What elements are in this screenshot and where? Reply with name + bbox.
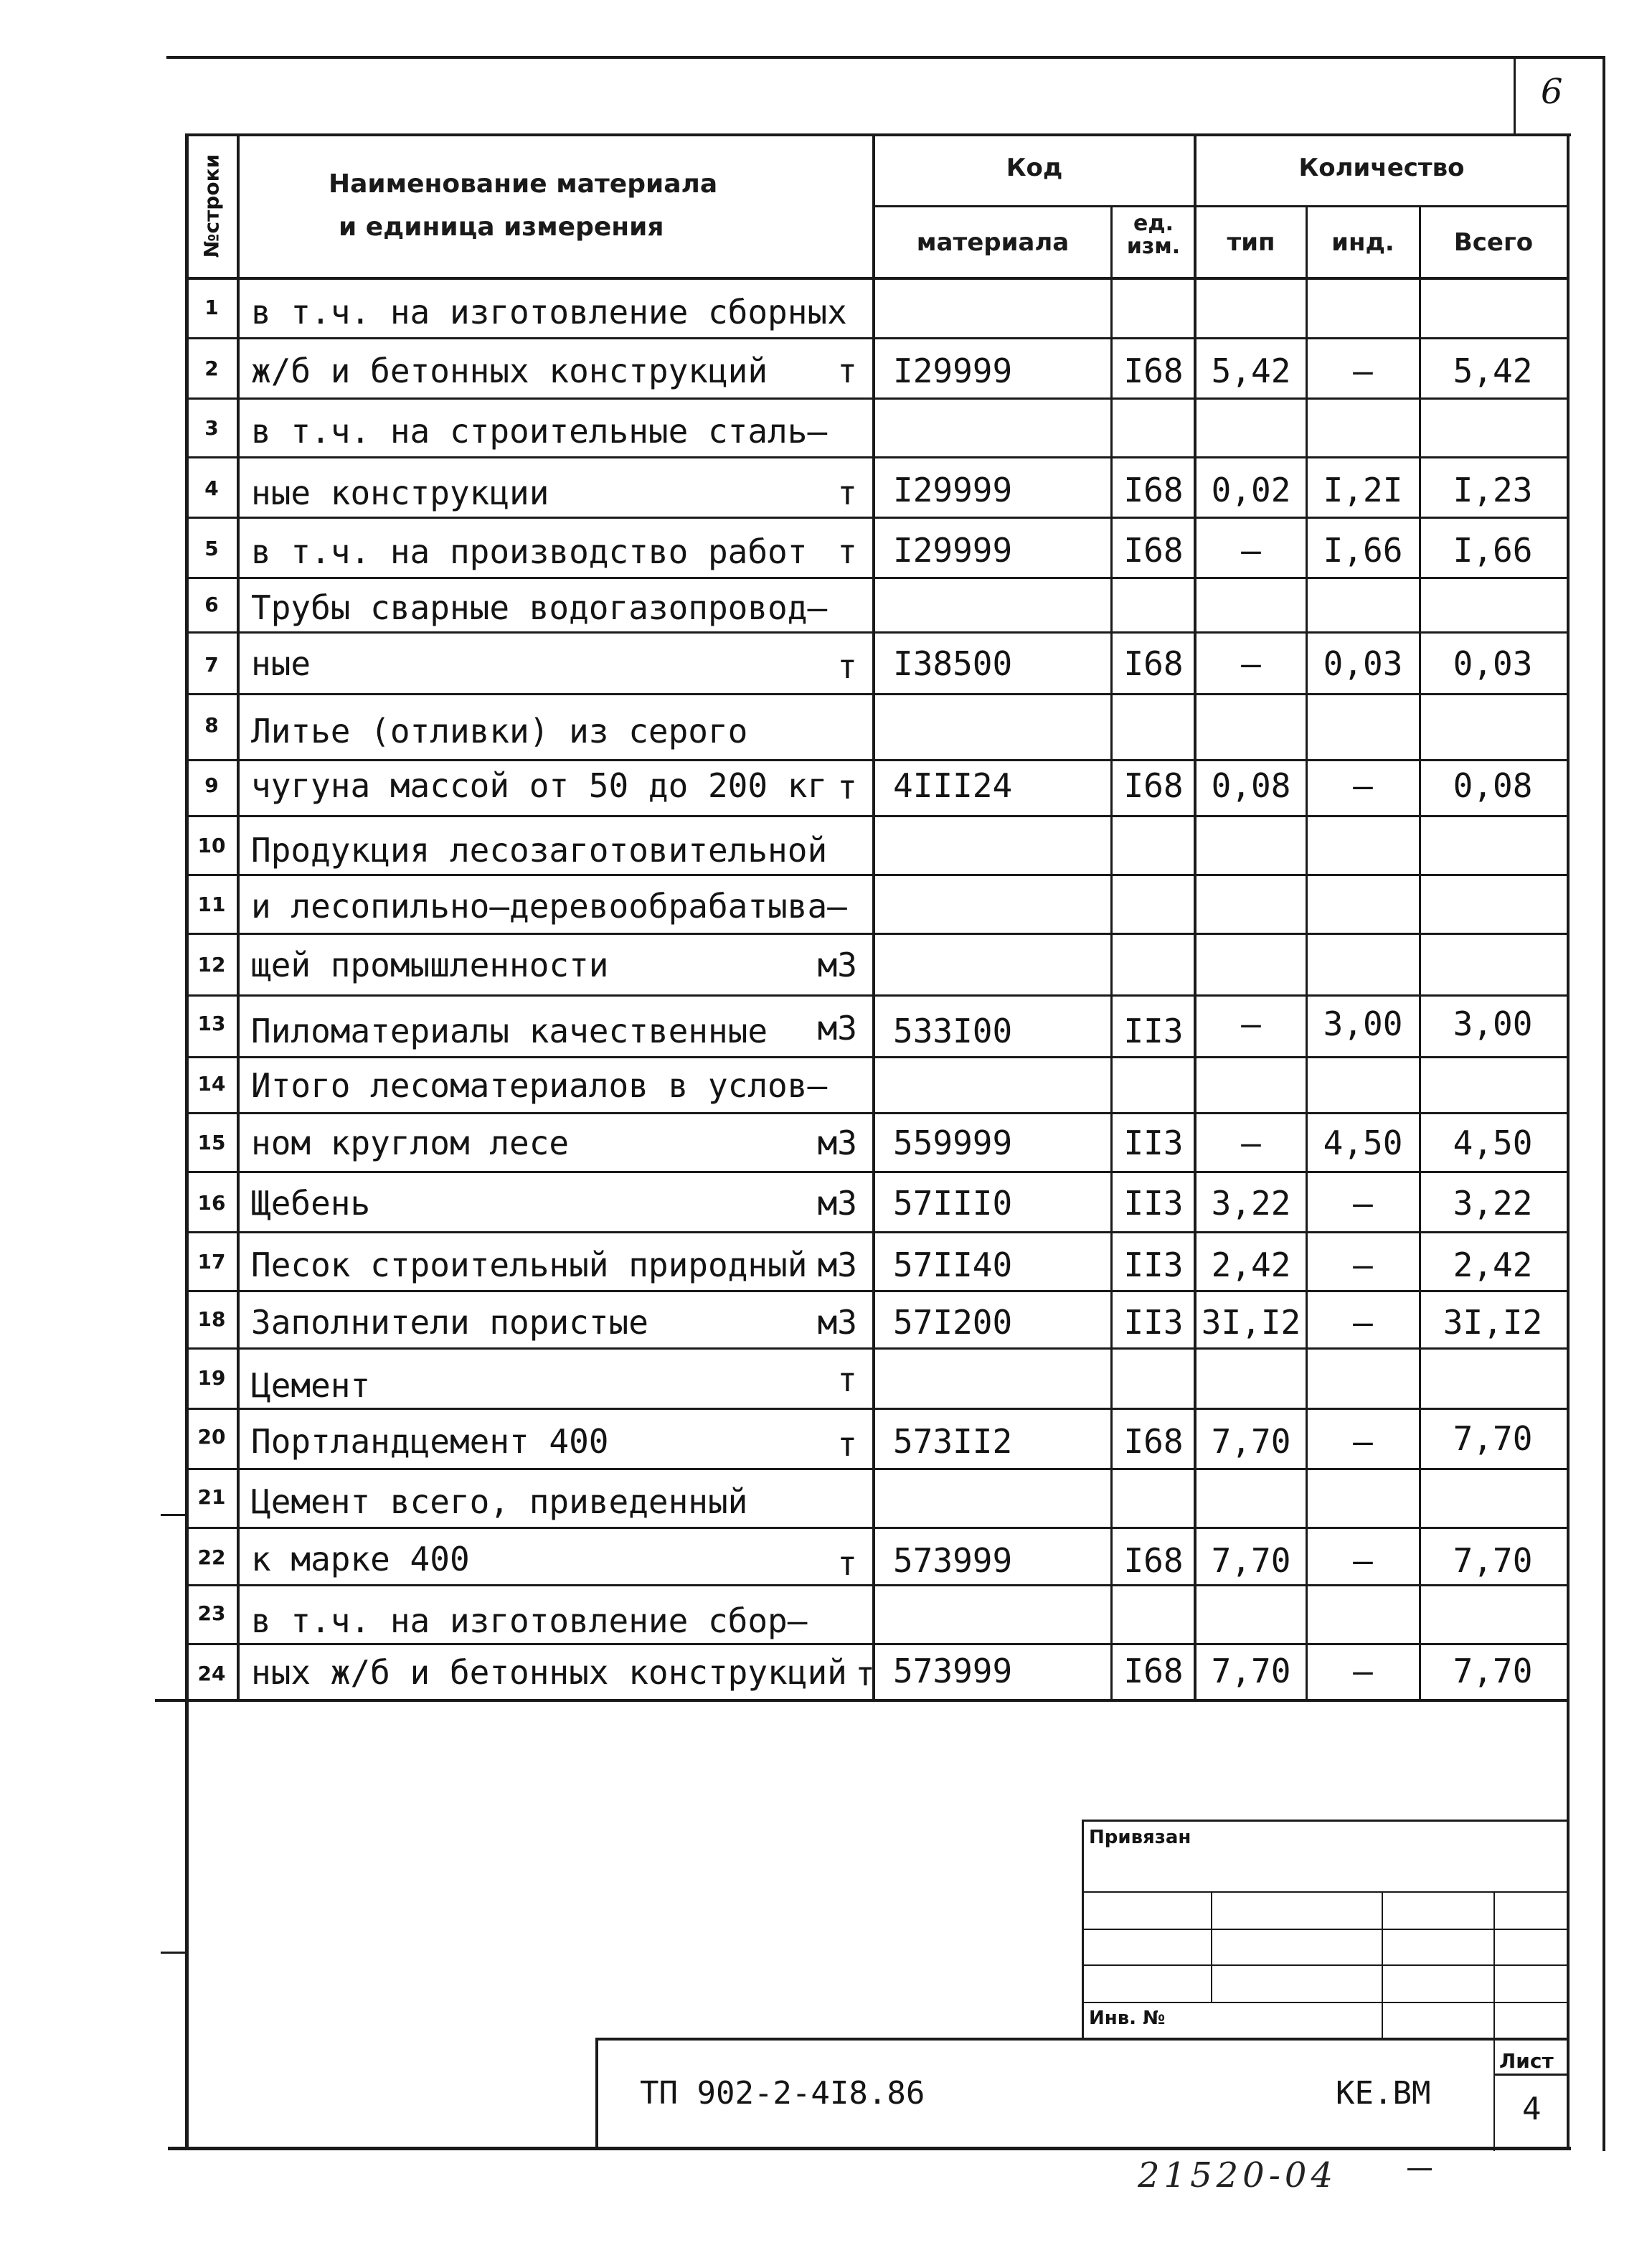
row-unit: т — [837, 474, 857, 512]
row-qty-type: 0,08 — [1211, 766, 1291, 805]
row-name: Пиломатериалы качественные — [251, 1012, 768, 1050]
row-qty-type: 2,42 — [1211, 1246, 1291, 1284]
row-line — [185, 1408, 1570, 1410]
table-top-border — [185, 133, 1571, 136]
row-name: Итого лесоматериалов в услов– — [251, 1066, 828, 1105]
row-qty-type: 3,22 — [1211, 1184, 1291, 1223]
row-qty-total: 5,42 — [1453, 352, 1533, 390]
stamp-sheet-number: 4 — [1522, 2091, 1542, 2127]
header-code-uom: ед. изм. — [1126, 211, 1181, 259]
row-code: 57I200 — [893, 1303, 1013, 1342]
row-code: I29999 — [893, 471, 1013, 509]
row-number: 2 — [204, 357, 219, 380]
row-name: ных ж/б и бетонных конструкций — [251, 1653, 847, 1692]
row-qty-ind: I,2I — [1323, 471, 1403, 509]
row-line — [185, 1231, 1570, 1233]
header-qty-type: тип — [1227, 228, 1275, 257]
row-name: Трубы сварные водогазопровод– — [251, 588, 828, 627]
row-line — [185, 933, 1570, 935]
row-code: I29999 — [893, 531, 1013, 570]
stamp-line — [1382, 1891, 1383, 2039]
row-uom: II3 — [1123, 1303, 1184, 1342]
row-qty-ind: 0,03 — [1323, 644, 1403, 683]
header-sub-line — [872, 205, 1570, 207]
row-number: 11 — [197, 893, 226, 916]
row-uom: I68 — [1123, 471, 1184, 509]
row-qty-total: I,23 — [1453, 471, 1533, 509]
row-name: Портландцемент 400 — [251, 1422, 609, 1461]
row-number: 16 — [197, 1191, 226, 1215]
row-name: Продукция лесозаготовительной — [251, 831, 828, 870]
row-qty-type: – — [1241, 1004, 1261, 1043]
row-line — [185, 693, 1570, 695]
row-line — [185, 874, 1570, 876]
row-uom: II3 — [1123, 1012, 1184, 1050]
row-unit: м3 — [817, 1303, 857, 1342]
handwritten-dash — [1407, 2168, 1432, 2170]
row-unit: т — [837, 532, 857, 571]
row-qty-type: 7,70 — [1211, 1422, 1291, 1461]
header-bottom-line — [185, 277, 1570, 280]
row-name: и лесопильно–деревообрабатыва– — [251, 887, 847, 926]
stamp-line — [1082, 1891, 1570, 1893]
header-row-number: №строки — [199, 154, 224, 258]
col-line-name — [872, 133, 875, 1700]
row-qty-type: 0,02 — [1211, 471, 1291, 509]
row-qty-type: 5,42 — [1211, 352, 1291, 390]
row-qty-ind: – — [1353, 1652, 1373, 1690]
row-number: 4 — [204, 476, 219, 500]
page-number: 6 — [1541, 72, 1563, 112]
row-qty-type: 7,70 — [1211, 1541, 1291, 1580]
row-uom: II3 — [1123, 1124, 1184, 1162]
row-unit: т — [837, 1544, 857, 1583]
row-name: Щебень — [251, 1184, 371, 1223]
row-number: 22 — [197, 1545, 226, 1569]
row-name: Литье (отливки) из серого — [251, 712, 748, 750]
header-code-group: Код — [1006, 154, 1063, 182]
row-line — [185, 1527, 1570, 1529]
col-line-code — [1110, 205, 1113, 1700]
row-name: в т.ч. на изготовление сбор– — [251, 1601, 808, 1640]
stamp-line — [1493, 1891, 1495, 2151]
row-code: I38500 — [893, 644, 1013, 683]
row-code: 533I00 — [893, 1012, 1013, 1050]
row-line — [185, 1584, 1570, 1586]
stamp-line — [595, 2038, 598, 2150]
row-unit: м3 — [817, 1009, 857, 1048]
row-uom: II3 — [1123, 1246, 1184, 1284]
row-name: Цемент всего, приведенный — [251, 1482, 748, 1521]
row-unit: м3 — [817, 1246, 857, 1284]
row-uom: I68 — [1123, 1541, 1184, 1580]
row-code: 57III0 — [893, 1184, 1013, 1223]
margin-tick — [161, 1952, 187, 1954]
stamp-line — [595, 2038, 1570, 2041]
row-qty-total: 7,70 — [1453, 1652, 1533, 1690]
row-code: 573II2 — [893, 1422, 1013, 1461]
table-right-border — [1567, 133, 1570, 2150]
row-number: 10 — [197, 834, 226, 857]
row-qty-total: I,66 — [1453, 531, 1533, 570]
stamp-doc-code: ТП 902-2-4I8.86 — [640, 2075, 925, 2112]
row-uom: I68 — [1123, 766, 1184, 805]
stamp-mark: КЕ.ВМ — [1336, 2075, 1431, 2112]
row-number: 23 — [197, 1601, 226, 1625]
row-uom: I68 — [1123, 352, 1184, 390]
header-name-line2: и единица измерения — [339, 212, 664, 242]
row-unit: т — [855, 1655, 875, 1693]
row-qty-type: 3I,I2 — [1201, 1303, 1301, 1342]
row-line — [185, 1290, 1570, 1292]
row-qty-type: – — [1241, 531, 1261, 570]
row-qty-type: 7,70 — [1211, 1652, 1291, 1690]
row-code: I29999 — [893, 352, 1013, 390]
row-unit: м3 — [817, 1124, 857, 1162]
header-qty-group: Количество — [1298, 154, 1465, 182]
row-number: 15 — [197, 1131, 226, 1154]
row-number: 13 — [197, 1012, 226, 1035]
stamp-line — [1493, 2074, 1570, 2076]
row-code: 573999 — [893, 1652, 1013, 1690]
row-number: 6 — [204, 593, 219, 616]
row-code: 573999 — [893, 1541, 1013, 1580]
header-qty-ind: инд. — [1331, 228, 1394, 257]
row-line — [185, 759, 1570, 761]
row-number: 14 — [197, 1072, 226, 1096]
row-number: 3 — [204, 416, 219, 440]
row-line — [185, 337, 1570, 339]
row-line — [185, 397, 1570, 400]
row-line — [185, 1112, 1570, 1114]
row-number: 18 — [197, 1307, 226, 1331]
row-unit: м3 — [817, 946, 857, 984]
row-qty-total: 0,03 — [1453, 644, 1533, 683]
stamp-line — [1082, 1929, 1570, 1930]
header-code-material: материала — [916, 228, 1070, 257]
row-qty-total: 3I,I2 — [1443, 1303, 1543, 1342]
row-name: Песок строительный природный — [251, 1246, 808, 1284]
col-line-tip — [1306, 205, 1308, 1700]
col-line-ind — [1419, 205, 1421, 1700]
row-name: в т.ч. на производство работ — [251, 532, 808, 571]
row-qty-ind: – — [1353, 1541, 1373, 1580]
row-number: 9 — [204, 773, 219, 797]
table-bottom-line — [155, 1699, 1570, 1702]
bottom-rule — [168, 2147, 1571, 2150]
row-qty-ind: 4,50 — [1323, 1124, 1403, 1162]
row-name: ж/б и бетонных конструкций — [251, 352, 768, 390]
row-qty-ind: I,66 — [1323, 531, 1403, 570]
row-name: щей промышленности — [251, 946, 609, 984]
row-name: ном круглом лесе — [251, 1124, 570, 1162]
row-number: 17 — [197, 1250, 226, 1274]
row-line — [185, 1643, 1570, 1645]
row-qty-ind: 3,00 — [1323, 1004, 1403, 1043]
row-uom: I68 — [1123, 1652, 1184, 1690]
stamp-privyazan-label: Привязан — [1089, 1827, 1191, 1848]
row-number: 21 — [197, 1485, 226, 1509]
row-uom: II3 — [1123, 1184, 1184, 1223]
row-unit: т — [837, 768, 857, 806]
row-line — [185, 994, 1570, 997]
row-qty-ind: – — [1353, 1303, 1373, 1342]
row-code: 57II40 — [893, 1246, 1013, 1284]
row-line — [185, 1468, 1570, 1470]
row-qty-ind: – — [1353, 1184, 1373, 1223]
stamp-sheet-label: Лист — [1499, 2049, 1554, 2073]
row-number: 24 — [197, 1662, 226, 1685]
row-qty-total: 4,50 — [1453, 1124, 1533, 1162]
row-unit: т — [837, 352, 857, 390]
row-unit: т — [837, 1360, 857, 1399]
row-qty-total: 7,70 — [1453, 1541, 1533, 1580]
row-number: 1 — [204, 296, 219, 319]
row-qty-ind: – — [1353, 1422, 1373, 1461]
row-line — [185, 577, 1570, 579]
row-number: 19 — [197, 1366, 226, 1390]
stamp-line — [1082, 1964, 1570, 1966]
row-line — [185, 1171, 1570, 1173]
row-line — [185, 1347, 1570, 1350]
row-number: 7 — [204, 653, 219, 677]
row-name: в т.ч. на изготовление сборных — [251, 293, 847, 331]
stamp-line — [1082, 2002, 1570, 2003]
col-line-rownum — [237, 133, 240, 1700]
row-qty-total: 0,08 — [1453, 766, 1533, 805]
row-qty-ind: – — [1353, 352, 1373, 390]
row-qty-ind: – — [1353, 766, 1373, 805]
row-code: 4III24 — [893, 766, 1013, 805]
row-qty-type: – — [1241, 644, 1261, 683]
row-qty-ind: – — [1353, 1246, 1373, 1284]
stamp-line — [1211, 1891, 1212, 2002]
row-number: 5 — [204, 537, 219, 560]
row-qty-type: – — [1241, 1124, 1261, 1162]
row-number: 8 — [204, 713, 219, 737]
row-line — [185, 456, 1570, 458]
stamp-inv-no-label: Инв. № — [1089, 2008, 1166, 2029]
row-name: к марке 400 — [251, 1540, 470, 1578]
row-name: Цемент — [251, 1366, 371, 1405]
row-qty-total: 7,70 — [1453, 1419, 1533, 1458]
row-name: ные конструкции — [251, 474, 549, 512]
row-name: в т.ч. на строительные сталь– — [251, 412, 828, 451]
top-rule — [166, 56, 1605, 59]
row-code: 559999 — [893, 1124, 1013, 1162]
row-uom: I68 — [1123, 531, 1184, 570]
row-qty-total: 3,00 — [1453, 1004, 1533, 1043]
frame-right-outer — [1603, 56, 1605, 2151]
row-line — [185, 517, 1570, 519]
row-qty-total: 3,22 — [1453, 1184, 1533, 1223]
row-name: чугуна массой от 50 до 200 кг — [251, 766, 828, 805]
header-qty-total: Всего — [1453, 228, 1534, 257]
row-unit: т — [837, 647, 857, 686]
row-unit: т — [837, 1425, 857, 1464]
margin-tick — [161, 1514, 187, 1516]
row-qty-total: 2,42 — [1453, 1246, 1533, 1284]
row-uom: I68 — [1123, 1422, 1184, 1461]
row-line — [185, 1056, 1570, 1058]
row-uom: I68 — [1123, 644, 1184, 683]
page-num-box-left — [1514, 56, 1516, 135]
row-line — [185, 815, 1570, 817]
header-name-line1: Наименование материала — [329, 169, 718, 199]
row-number: 20 — [197, 1425, 226, 1449]
stamp-line — [1082, 1820, 1570, 1822]
row-line — [185, 631, 1570, 634]
row-number: 12 — [197, 953, 226, 976]
row-unit: м3 — [817, 1184, 857, 1223]
row-name: Заполнители пористые — [251, 1303, 648, 1342]
handwritten-archive-number: 21520-04 — [1138, 2155, 1337, 2195]
row-name: ные — [251, 644, 311, 683]
